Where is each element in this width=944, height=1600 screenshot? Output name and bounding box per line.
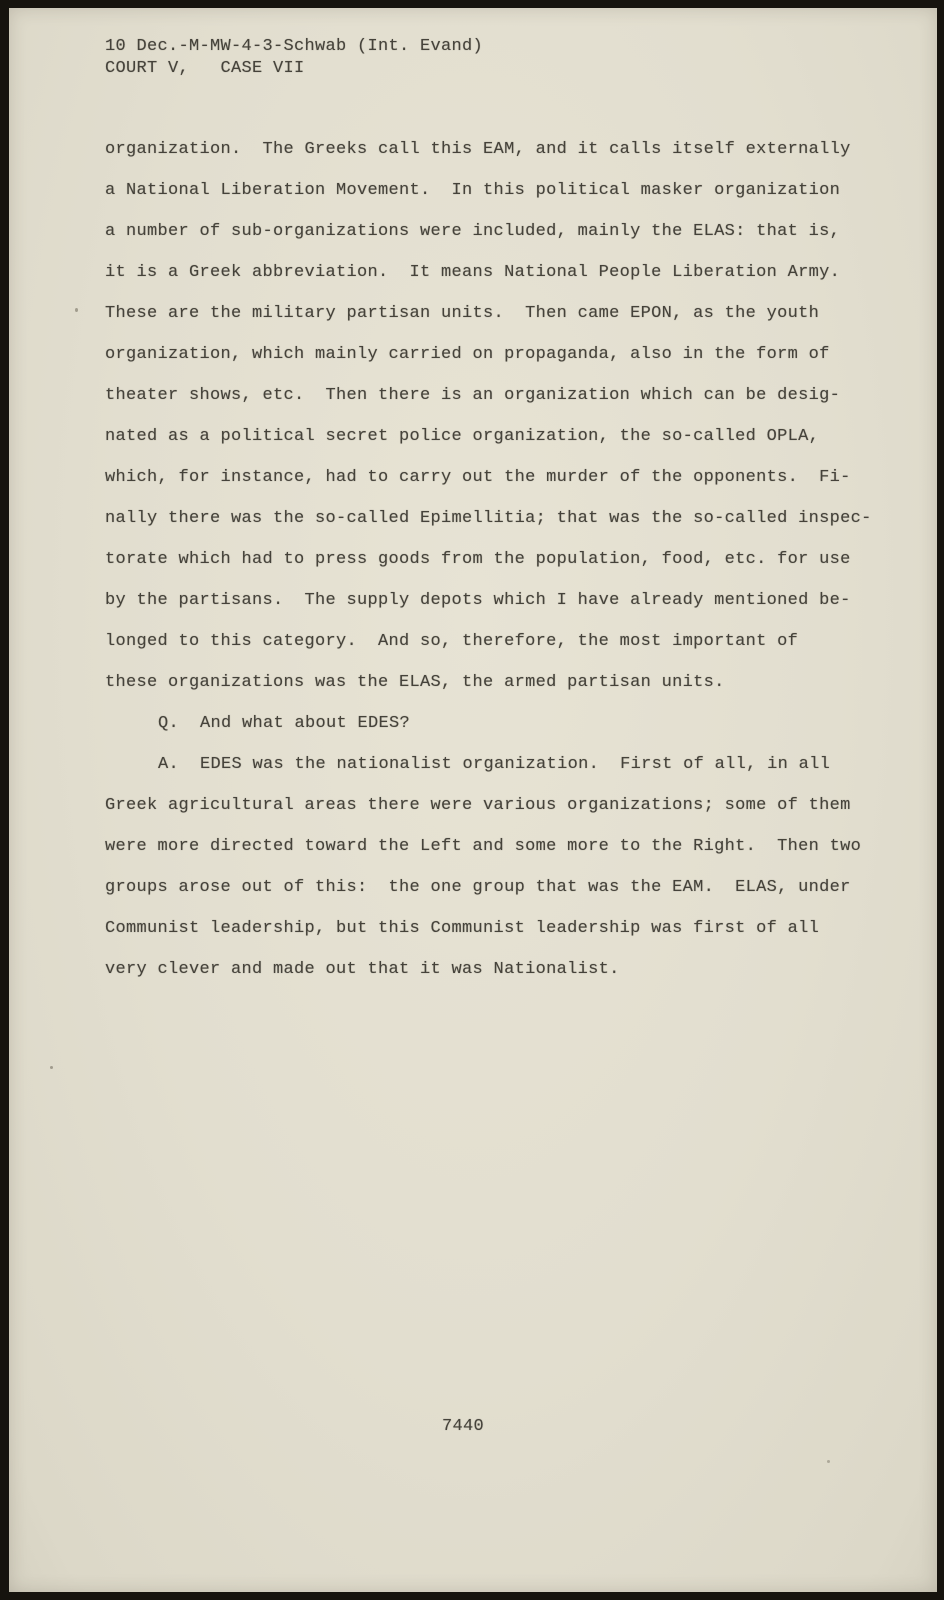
transcript-line: these organizations was the ELAS, the armed partisan units. <box>105 673 725 692</box>
transcript-line: groups arose out of this: the one group that was the EAM. ELAS, under <box>105 878 851 897</box>
page-number <box>0 1414 927 1440</box>
transcript-answer-line: A. EDES was the nationalist organization. First of all, in all <box>158 755 831 774</box>
page-number-value: 7440 <box>441 1417 484 1436</box>
transcript-line: longed to this category. And so, therefore, the most important of <box>105 632 799 651</box>
scan-speck <box>50 1066 53 1069</box>
scan-speck <box>827 1460 830 1463</box>
transcript-body <box>105 129 877 990</box>
transcript-line: Communist leadership, but this Communist leadership was first of all <box>105 919 820 938</box>
header-session-line: 10 Dec.-M-MW-4-3-Schwab (Int. Evand) <box>105 37 484 56</box>
transcript-line: torate which had to press goods from the population, food, etc. for use <box>105 550 851 569</box>
transcript-line: theater shows, etc. Then there is an organization which can be desig- <box>105 386 841 405</box>
transcript-line: which, for instance, had to carry out the murder of the opponents. Fi- <box>105 468 851 487</box>
transcript-line: organization. The Greeks call this EAM, and it calls itself externally <box>105 140 851 159</box>
transcript-line: a National Liberation Movement. In this political masker organization <box>105 181 841 200</box>
transcript-line: very clever and made out that it was Nationalist. <box>105 960 620 979</box>
transcript-question-line: Q. And what about EDES? <box>158 714 411 733</box>
transcript-line: it is a Greek abbreviation. It means National People Liberation Army. <box>105 263 841 282</box>
transcript-line: Greek agricultural areas there were various organizations; some of them <box>105 796 851 815</box>
header-court-case-line: COURT V, CASE VII <box>105 59 305 78</box>
transcript-header <box>105 36 483 80</box>
scan-speck <box>75 308 78 312</box>
transcript-line: were more directed toward the Left and some more to the Right. Then two <box>105 837 862 856</box>
transcript-line: organization, which mainly carried on propaganda, also in the form of <box>105 345 830 364</box>
transcript-line: These are the military partisan units. Then came EPON, as the youth <box>105 304 820 323</box>
scanned-page <box>9 8 937 1592</box>
transcript-line: a number of sub-organizations were included, mainly the ELAS: that is, <box>105 222 841 241</box>
transcript-line: nally there was the so-called Epimellitia; that was the so-called inspec- <box>105 509 872 528</box>
transcript-line: nated as a political secret police organization, the so-called OPLA, <box>105 427 820 446</box>
transcript-line: by the partisans. The supply depots which I have already mentioned be- <box>105 591 851 610</box>
